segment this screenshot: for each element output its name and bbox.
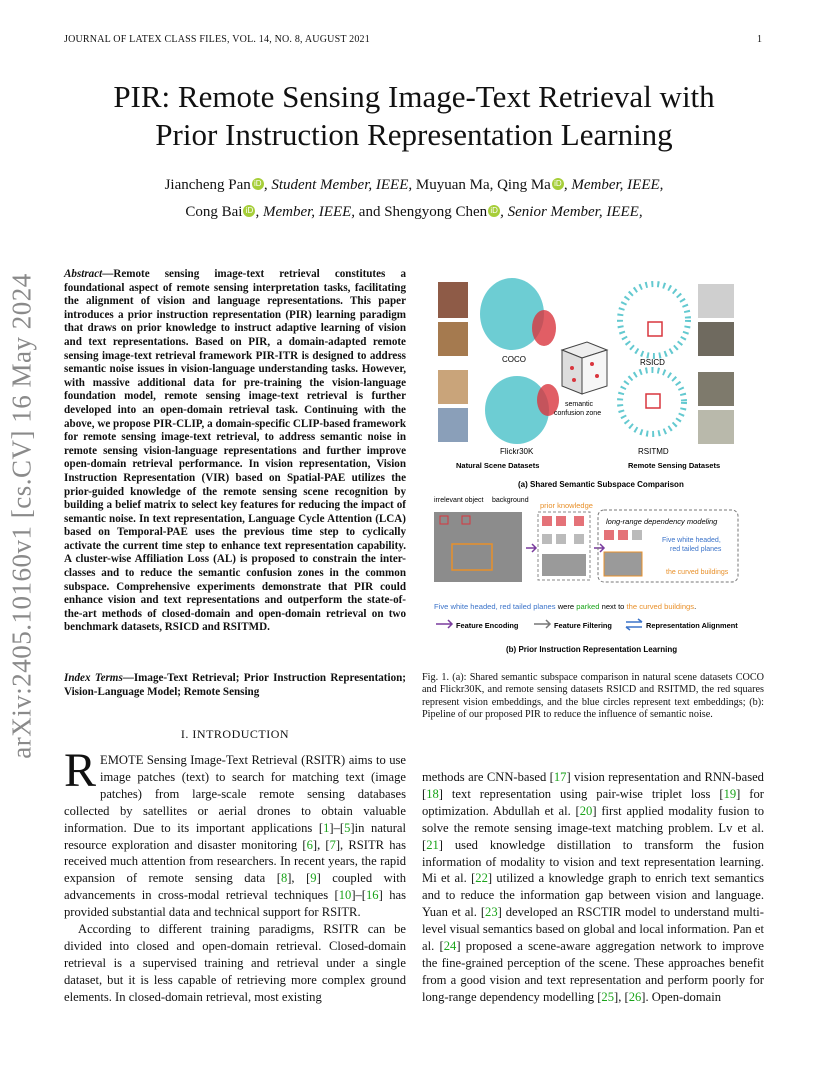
input-image [434,512,522,582]
intro-paragraph-1: REMOTE Sensing Image-Text Retrieval (RSITR) aims to use image patches (text) to search for matching text (image patches) from large-scale remote sensing databases collected by satellites or aerial drones to obtain valuable information. Due to its important applications [1]–[5]in natural resource exploration and disaster monitoring [6], [7], RSITR has received much attention from researchers. In recent years, the rapid expansion of remote sensing data [8], [9] coupled with advancements in cross-modal retrieval techniques [10]–[16] has provided substantial data and technical support for RSITR. [64,744,406,920]
title-line-2: Prior Instruction Representation Learning [155,117,673,152]
coco-photo-1 [438,282,468,318]
drop-cap: R [64,744,97,797]
rsitmd-embedding-cluster [620,370,684,434]
section-heading: I. INTRODUCTION [180,727,290,741]
citation-link[interactable]: 16 [366,888,379,903]
label-flickr: Flickr30K [500,447,534,456]
label-confusion-zone: confusion zone [554,410,602,417]
legend-feature-filtering: Feature Filtering [554,621,612,630]
author-list [60,172,768,226]
citation-link[interactable]: 6 [306,837,313,852]
index-terms-label: Index Terms [64,672,123,684]
citation-link[interactable]: 10 [338,888,352,903]
label-coco: COCO [502,355,526,364]
label-long-range: long-range dependency modeling [606,517,718,526]
index-terms [64,672,406,699]
author-line-1 [60,172,768,199]
citation-link[interactable]: 18 [426,786,439,801]
example-sentence: Five white headed, red tailed planes were parked next to the curved buildings. [434,602,697,611]
abstract [64,268,406,635]
legend-feature-encoding: Feature Encoding [456,621,519,630]
rsitmd-photo-2 [698,410,734,444]
intro-column-2 [422,769,764,1006]
author-role: , Member, IEEE, [563,177,664,193]
citation-link[interactable]: 19 [723,786,737,801]
citation-link[interactable]: 7 [329,837,336,852]
paper-title [40,78,788,154]
feature-filtering-arrow [594,544,604,552]
citation-link[interactable]: 5 [344,820,351,835]
orcid-icon[interactable]: iD [252,178,264,190]
figure-1 [422,272,768,660]
coco-embedding-cluster [480,278,556,350]
legend-alignment-icon [626,619,642,630]
figure-caption: Fig. 1. (a): Shared semantic subspace comparison in natural scene datasets COCO and Flickr30K, and remote sensing datasets RSICD and RSITMD, the red squares represent vision embeddings, and the blue circles represent text embeddings; (b): Pipeline of our proposed PIR to reduce the influence of semantic noise. [422,672,764,721]
legend-representation-alignment: Representation Alignment [646,621,738,630]
label-remote-datasets: Remote Sensing Datasets [628,461,721,470]
flickr-photo-2 [438,408,468,442]
page-number: 1 [757,34,762,45]
citation-link[interactable]: 26 [628,989,642,1004]
rsicd-photo-2 [698,322,734,356]
title-line-1: PIR: Remote Sensing Image-Text Retrieval with [113,79,715,114]
intro-paragraph-3: methods are CNN-based [17] vision representation and RNN-based [18] text representation using pair-wise triplet loss [19] for optimization. Abdullah et al. [20] first applied modality fusion to solve the remote sensing image-text matching problem. Lv et al. [21] used knowledge distillation to transform the fusion information of modality to vision and text representation learning. Mi et al. [22] utilized a knowledge graph to enrich text semantics and to reduce the information gap between vision and language. Yuan et al. [23] developed an RSCTIR model to understand multi-level visual semantics based on global and local information. Pan et al. [24] proposed a scene-aware aggregation network to improve the fine-grained perception of the scene. These approaches benefit from a good vision and text representation and perform poorly for long-range dependency modelling [25], [26]. Open-domain [422,770,764,1004]
flickr-embedding-cluster [485,376,559,444]
feature-encoding-arrow [526,544,536,552]
arxiv-identifier: arXiv:2405.10160v1 [cs.CV] 16 May 2024 [6,273,37,759]
author-role: , Student Member, IEEE, [263,177,413,193]
subfigure-a-title: (a) Shared Semantic Subspace Comparison [518,480,684,489]
running-header: JOURNAL OF LATEX CLASS FILES, VOL. 14, NO. 8, AUGUST 2021 [64,34,370,45]
flickr-photo-1 [438,370,468,404]
intro-column-1 [64,744,406,1006]
citation-link[interactable]: 23 [485,905,498,920]
citation-link[interactable]: 24 [443,939,457,954]
citation-link[interactable]: 22 [475,871,488,886]
orcid-icon[interactable]: iD [552,178,564,190]
author-name: Muyuan Ma, Qing Ma [412,177,551,193]
label-five-white-1: Five white headed, [662,537,721,544]
label-curved-buildings: the curved buildings [666,569,729,576]
author-role: , Senior Member, IEEE, [500,204,643,220]
label-prior-knowledge: prior knowledge [540,501,593,510]
orcid-icon[interactable]: iD [243,205,255,217]
citation-link[interactable]: 25 [601,989,614,1004]
author-name: Cong Bai [185,204,243,220]
citation-link[interactable]: 9 [310,871,317,886]
legend-filtering-icon [534,620,550,628]
citation-link[interactable]: 1 [323,820,330,835]
author-line-2 [60,199,768,226]
arxiv-stamp [0,273,44,759]
figure-1-graphic [422,272,768,660]
citation-link[interactable]: 17 [553,770,567,784]
label-natural-datasets: Natural Scene Datasets [456,461,540,470]
author-name: and Shengyong Chen [355,204,488,220]
coco-photo-2 [438,322,468,356]
label-background: background [492,497,529,504]
label-rsitmd: RSITMD [638,447,669,456]
subfigure-b-title: (b) Prior Instruction Representation Learning [506,645,678,654]
rsitmd-photo-1 [698,372,734,406]
rsicd-embedding-cluster [620,284,688,356]
label-five-white-2: red tailed planes [670,546,722,553]
citation-link[interactable]: 20 [579,803,593,818]
semantic-confusion-cube [562,342,607,394]
label-rsicd: RSICD [640,358,665,367]
label-irrelevant-object: irrelevant object [434,497,484,504]
abstract-text: —Remote sensing image-text retrieval constitutes a foundational aspect of remote sensing interpretation tasks, facilitating the alignment of vision and language representations. This paper introduces a prior instruction representation (PIR) learning paradigm that draws on prior knowledge to instruct adaptive learning of vision and text representations. Based on PIR, a domain-adapted remote sensing image-text retrieval framework PIR-ITR is designed to address semantic noise issues in vision-language understanding tasks. However, with massive additional data for pre-training the vision-language foundation model, remote sensing image-text retrieval is further developed into an open-domain retrieval task. Continuing with the above, we propose PIR-CLIP, a domain-specific CLIP-based framework for remote sensing image-text retrieval, to address semantic noise in remote sensing vision-language representations and further improve open-domain retrieval performance. In vision representation, Vision Instruction Representation (VIR) based on Spatial-PAE utilizes the prior-guided knowledge of the remote sensing scene recognition by building a belief matrix to select key features for reducing the impact of semantic noise. In text representation, Language Cycle Attention (LCA) based on Temporal-PAE uses the previous time step to cyclically activate the current time step to enhance text representation capability. A cluster-wise Affiliation Loss (AL) is proposed to constrain the inter-classes and to reduce the semantic confusion zones in the common subspace. Comprehensive experiments demonstrate that PIR could enhance vision and text representations and outperform the state-of-the-art methods of closed-domain and open-domain retrieval on two benchmark datasets, RSICD and RSITMD. [64,268,406,634]
legend-encoding-icon [436,620,452,628]
abstract-label: Abstract [64,268,103,280]
label-semantic: semantic [565,401,594,408]
intro-paragraph-2: According to different training paradigms, RSITR can be divided into closed and open-domain retrieval. Closed-domain retrieval is a supervised training and retrieval under a single dataset, but it is less capable of retrieving more complex ground elements. In closed-domain retrieval, most existing [64,922,406,1004]
citation-link[interactable]: 8 [280,871,288,886]
orcid-icon[interactable]: iD [488,205,500,217]
author-role: , Member, IEEE, [255,204,356,220]
rsicd-photo-1 [698,284,734,318]
index-terms-text: —Image-Text Retrieval; Prior Instruction Representation; Vision-Language Model; Remote Sensing [64,672,406,698]
citation-link[interactable]: 21 [426,837,439,852]
author-name: Jiancheng Pan [164,177,251,193]
